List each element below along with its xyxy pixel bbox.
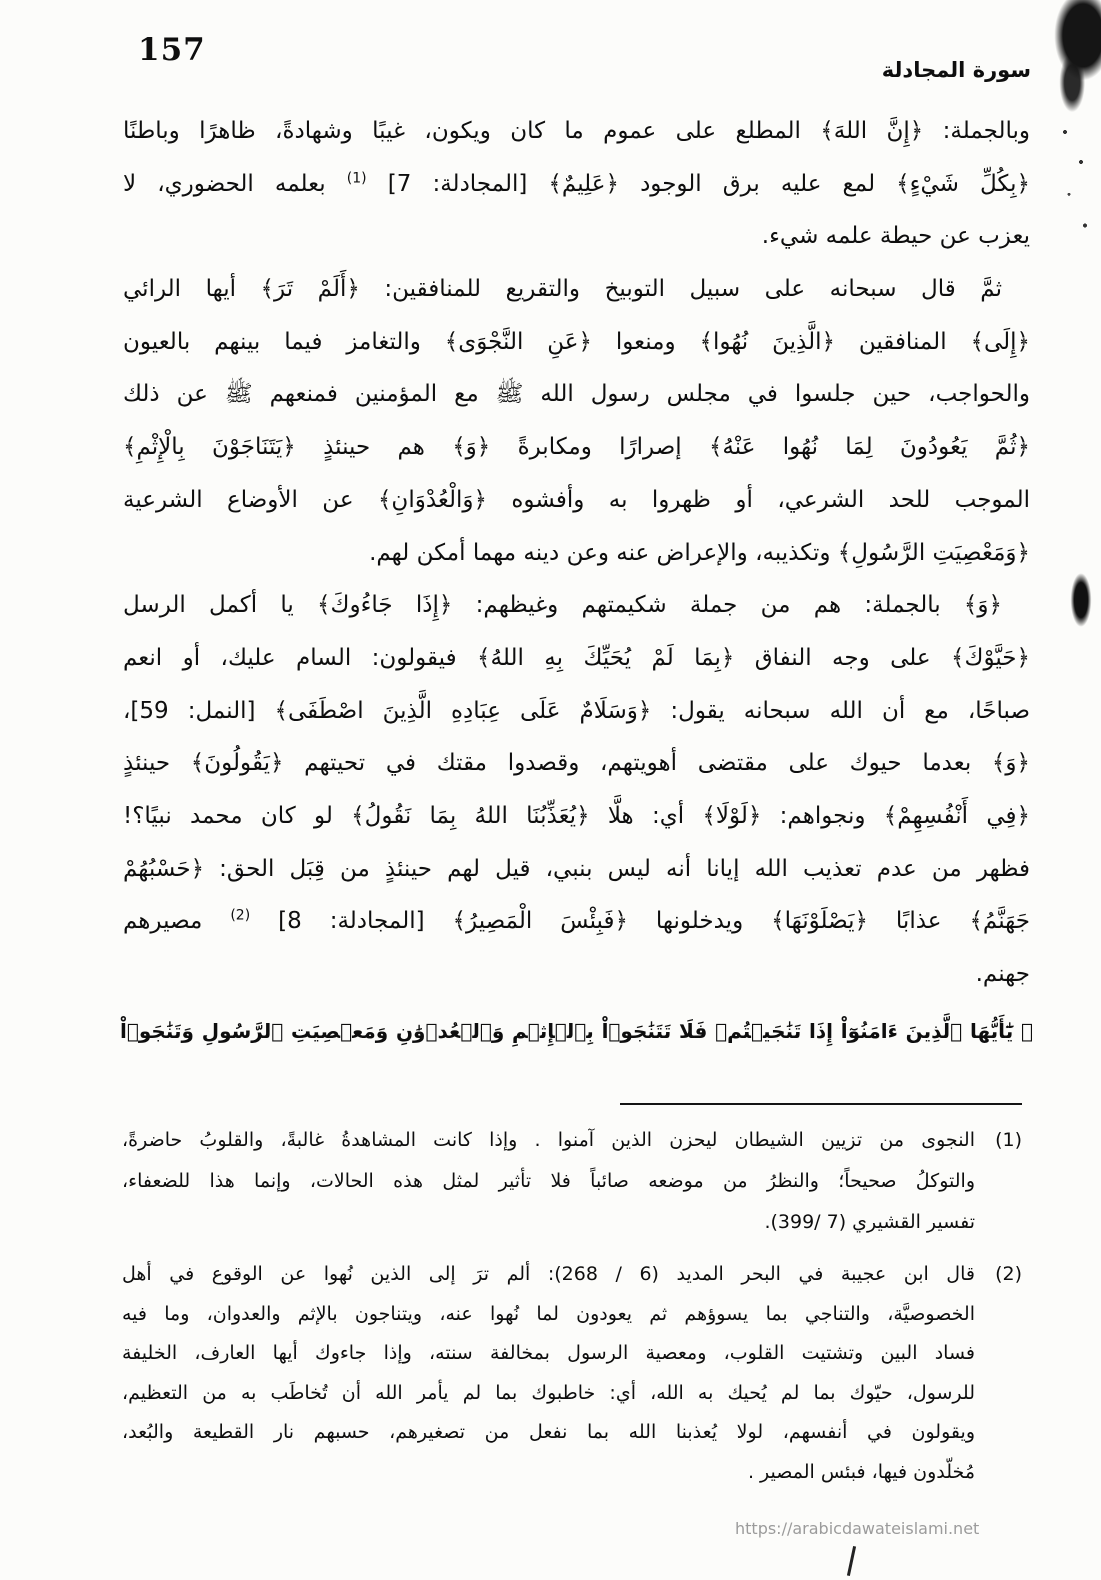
paragraph [123,263,1030,579]
scan-artifact [847,1546,856,1576]
footnotes [122,1120,1022,1492]
text-segment: الموجب للحد الشرعي، أو ظهروا به وأفشوه ﴿وَالْعُدْوَانِ﴾ عن الأوضاع الشرعية [123,486,1030,513]
footnote-number: (2) [995,1263,1022,1285]
text-segment: ﴿فِي أَنْفُسِهِمْ﴾ ونجواهم: ﴿لَوْلَا﴾ أي: هلَّا ﴿يُعَذِّبُنَا اللهُ بِمَا نَقُولُ﴾ لو كان محمد نبيًا؟! [123,802,1030,829]
text-segment: ثمَّ قال سبحانه على سبيل التوبيخ والتقريع للمنافقين: ﴿أَلَمْ تَرَ﴾ أيها الرائي [123,276,1002,303]
text-line [123,895,1030,948]
text-segment: فظهر من عدم تعذيب الله إيانا أنه ليس بنبي، قيل لهم حينئذٍ من قِبَل الحق: ﴿حَسْبُهُمْ [123,855,1030,882]
text-line [123,843,1030,896]
scan-artifact [1037,0,1101,118]
quran-verse: ﴿ يَٰٓأَيُّهَا ٱلَّذِينَ ءَامَنُوٓاْ إِذَا تَنَٰجَيۡتُمۡ فَلَا تَتَنَٰجَوۡاْ بِٱلۡإِثۡمِ وَٱلۡعُدۡوَٰنِ وَمَعۡصِيَتِ ٱلرَّسُولِ وَتَنَٰجَوۡاْ [120,1019,1033,1043]
footnote-line: قال ابن عجيبة في البحر المديد (6 / 268): ألم ترَ إلى الذين نُهوا عن الوقوع في أهل [122,1263,975,1285]
text-segment: صباحًا، مع أن الله سبحانه يقول: ﴿وَسَلَامٌ عَلَى عِبَادِهِ الَّذِينَ اصْطَفَى﴾ [النمل: 59]، [123,697,1030,724]
footnote-marker: (2) [230,907,251,924]
scan-artifact [1053,120,1093,240]
text-line [123,105,1030,158]
text-segment: جَهَنَّمُ﴾ عذابًا ﴿يَصْلَوْنَهَا﴾ ويدخلونها ﴿فَبِئْسَ الْمَصِيرُ﴾ [المجادلة: 8] [278,908,1030,935]
footnote-separator [620,1103,1022,1105]
paragraph [123,105,1030,263]
text-line [123,632,1030,685]
text-segment: ﴿وَمَعْصِيَتِ الرَّسُولِ﴾ وتكذيبه، والإعراض عنه وعن دينه مهما أمكن لهم. [369,539,1030,566]
footnote-marker: (1) [346,170,367,187]
footnote-body [122,1120,975,1243]
page-number: 157 [138,32,206,68]
text-segment: بعلمه الحضوري، لا [123,170,326,197]
footnote-number: (1) [995,1129,1022,1151]
paragraph [123,579,1030,1001]
text-line [123,421,1030,474]
text-segment: مصيرهم [123,908,203,935]
text-line [123,263,1030,316]
footnote-line: ويقولون في أنفسهم، لولا يُعذبنا الله بما نفعل من تصغيرهم، حسبهم نار القطيعة والبُعد، [122,1421,975,1443]
text-segment: ﴿إِلَى﴾ المنافقين ﴿الَّذِينَ نُهُوا﴾ ومنعوا ﴿عَنِ النَّجْوَى﴾ والتغامز فيما بينهم بالعيون [123,328,1030,355]
footnote [122,1120,1022,1243]
text-line [123,790,1030,843]
text-line [123,685,1030,738]
footnote-line: الخصوصيَّة، والتناجي بما يسوؤهم ثم يعودون لما نُهوا عنه، ويتناجون بالإثم والعدوان، وما فيه [122,1302,975,1325]
text-segment: وبالجملة: ﴿إِنَّ اللهَ﴾ المطلع على عموم ما كان ويكون، غيبًا وشهادةً، ظاهرًا وباطنًا [123,118,1030,144]
footnote-line: مُخلّدون فيها، فبئس المصير . [747,1460,975,1483]
scan-artifact [1068,572,1094,628]
footnote [122,1255,1022,1492]
text-segment: ﴿بِكُلِّ شَيْءٍ﴾ لمع عليه برق الوجود ﴿عَلِيمٌ﴾ [المجادلة: 7] [387,170,1030,197]
text-line [123,737,1030,790]
text-line [123,948,1030,1001]
text-line [123,210,1030,263]
text-segment: جهنم. [975,961,1030,987]
footnote-line: للرسول، حيّوك بما لم يُحيك به الله، أي: خاطبوك بما لم يأمر الله أن تُخاطَب به من التعظيم، [122,1381,975,1404]
text-segment: ﴿وَ﴾ بالجملة: هم من جملة شكيمتهم وغيظهم: ﴿إِذَا جَاءُوكَ﴾ يا أكمل الرسل [123,592,1002,619]
text-line [123,527,1030,580]
footnote-line: فساد البين وتشتيت القلوب، ومعصية الرسول بمخالفة سنته، وإذا جاءوك أيها العارف، الخليفة [122,1342,975,1364]
text-line [123,579,1030,632]
footnote-body [122,1255,975,1492]
footnote-line: النجوى من تزيين الشيطان ليحزن الذين آمنوا . وإذا كانت المشاهدةُ غالبةً، والقلوبُ حاضرةً، [122,1129,975,1151]
text-line [123,158,1030,211]
text-segment: ﴿وَ﴾ بعدما حيوك على مقتضى أهويتهم، وقصدوا مقتك في تحيتهم ﴿يَقُولُونَ﴾ حينئذٍ [123,750,1030,777]
text-line [123,316,1030,369]
text-segment: ﴿ثُمَّ يَعُودُونَ لِمَا نُهُوا عَنْهُ﴾ إصرارًا ومكابرةً ﴿وَ﴾ هم حينئذٍ ﴿يَتَنَاجَوْنَ بِالْإِثْمِ﴾ [123,434,1030,461]
text-segment: والحواجب، حين جلسوا في مجلس رسول الله ﷺ مع المؤمنين فمنعهم ﷺ عن ذلك [123,381,1030,408]
main-text [123,105,1030,1001]
text-segment: يعزب عن حيطة علمه شيء. [761,223,1030,250]
text-segment: ﴿حَيَّوْكَ﴾ على وجه النفاق ﴿بِمَا لَمْ يُحَيِّكَ بِهِ اللهُ﴾ فيقولون: السام عليك، أو انعم [123,644,1030,671]
text-line [123,474,1030,527]
footnote-line: والتوكلُ صحيحاً؛ والنظرُ من موضعه صائباً فلا تأثير لمثل هذه الحالات، وإنما هذا للضعفاء، [122,1170,975,1192]
surah-header: سورة المجادلة [881,58,1031,82]
watermark-url: https://arabicdawateislami.net [735,1519,980,1538]
footnote-line: تفسير القشيري (7 /399). [764,1211,975,1233]
text-line [123,368,1030,421]
